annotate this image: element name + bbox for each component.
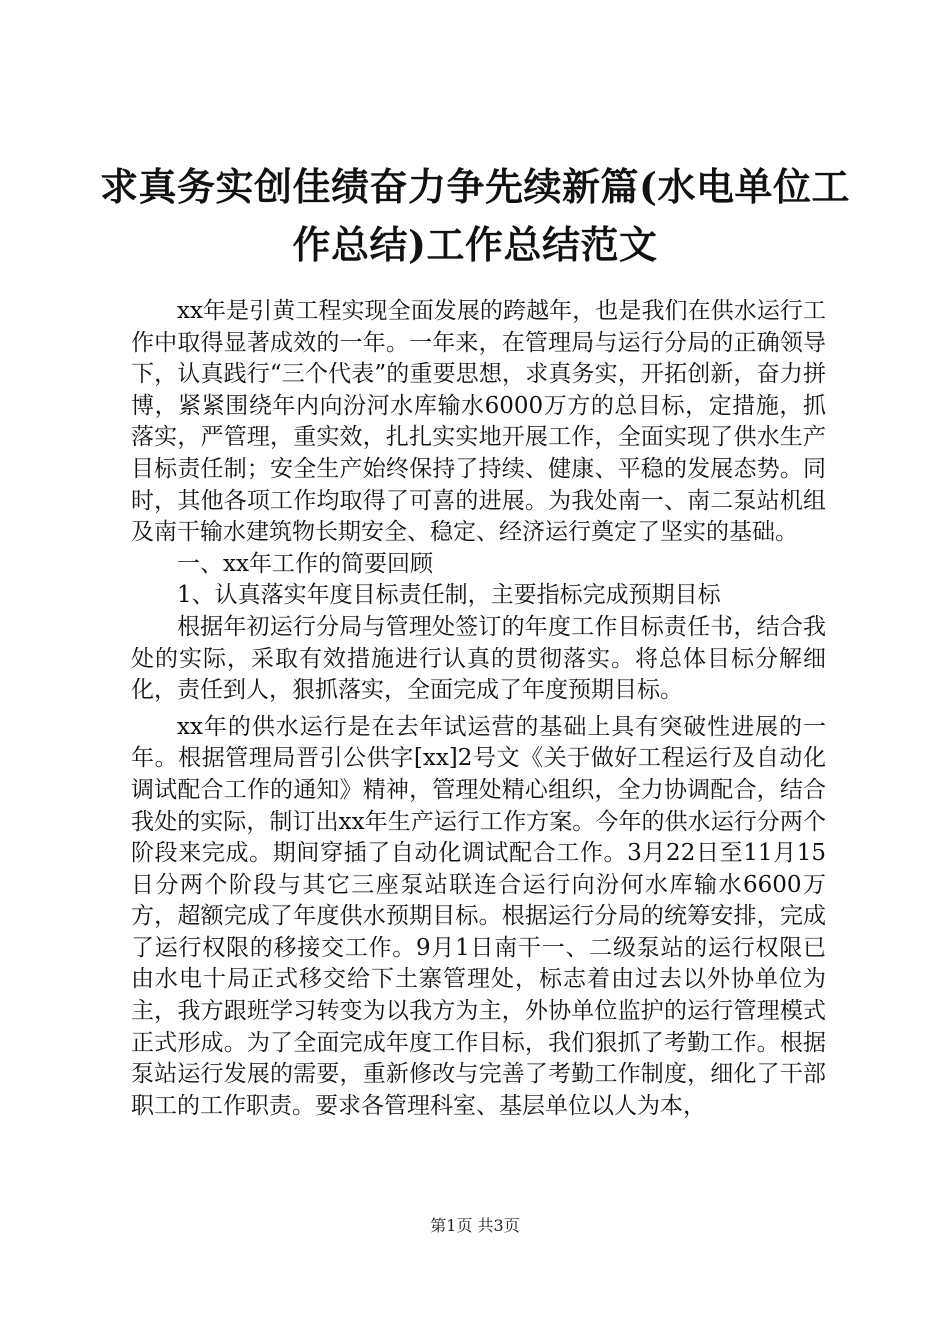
title-line-1: 求真务实创佳绩奋力争先续新篇(水电单位工 (100, 164, 850, 209)
document-body (131, 296, 826, 1122)
paragraph-targets: 根据年初运行分局与管理处签订的年度工作目标责任书，结合我处的实际，采取有效措施进行认真的贯彻落实。将总体目标分解细化，责任到人，狠抓落实，全面完成了年度预期目标。 (131, 613, 826, 704)
paragraph-operations: xx年的供水运行是在去年试运营的基础上具有突破性进展的一年。根据管理局晋引公供字[xx]2号文《关于做好工程运行及自动化调试配合工作的通知》精神，管理处精心组织，全力协调配合，结合我处的实际，制订出xx年生产运行工作方案。今年的供水运行分两个阶段来完成。期间穿插了自动化调试配合工作。3月22日至11月15日分两个阶段与其它三座泵站联连合运行向汾何水库输水6600万方，超额完成了年度供水预期目标。根据运行分局的统筹安排，完成了运行权限的移接交工作。9月1日南干一、二级泵站的运行权限已由水电十局正式移交给下土寨管理处，标志着由过去以外协单位为主，我方跟班学习转变为以我方为主，外协单位监护的运行管理模式正式形成。为了全面完成年度工作目标，我们狠抓了考勤工作。根据泵站运行发展的需要，重新修改与完善了考勤工作制度，细化了干部职工的工作职责。要求各管理科室、基层单位以人为本， (131, 713, 826, 1119)
paragraph-intro: xx年是引黄工程实现全面发展的跨越年，也是我们在供水运行工作中取得显著成效的一年。一年来，在管理局与运行分局的正确领导下，认真践行“三个代表”的重要思想，求真务实，开拓创新，奋力拼博，紧紧围绕年内向汾河水库输水6000万方的总目标，定措施，抓落实，严管理，重实效，扎扎实实地开展工作，全面实现了供水生产目标责任制；安全生产始终保持了持续、健康、平稳的发展态势。同时，其他各项工作均取得了可喜的进展。为我处南一、南二泵站机组及南干输水建筑物长期安全、稳定、经济运行奠定了坚实的基础。 (131, 298, 826, 546)
subsection-heading: 1、认真落实年度目标责任制，主要指标完成预期目标 (177, 582, 721, 609)
section-heading: 一、xx年工作的简要回顾 (177, 550, 433, 577)
document-title (100, 158, 850, 274)
page-indicator: 第1页 共3页 (430, 1216, 520, 1235)
page-footer (0, 1216, 950, 1236)
title-line-2: 作总结)工作总结范文 (292, 222, 658, 267)
